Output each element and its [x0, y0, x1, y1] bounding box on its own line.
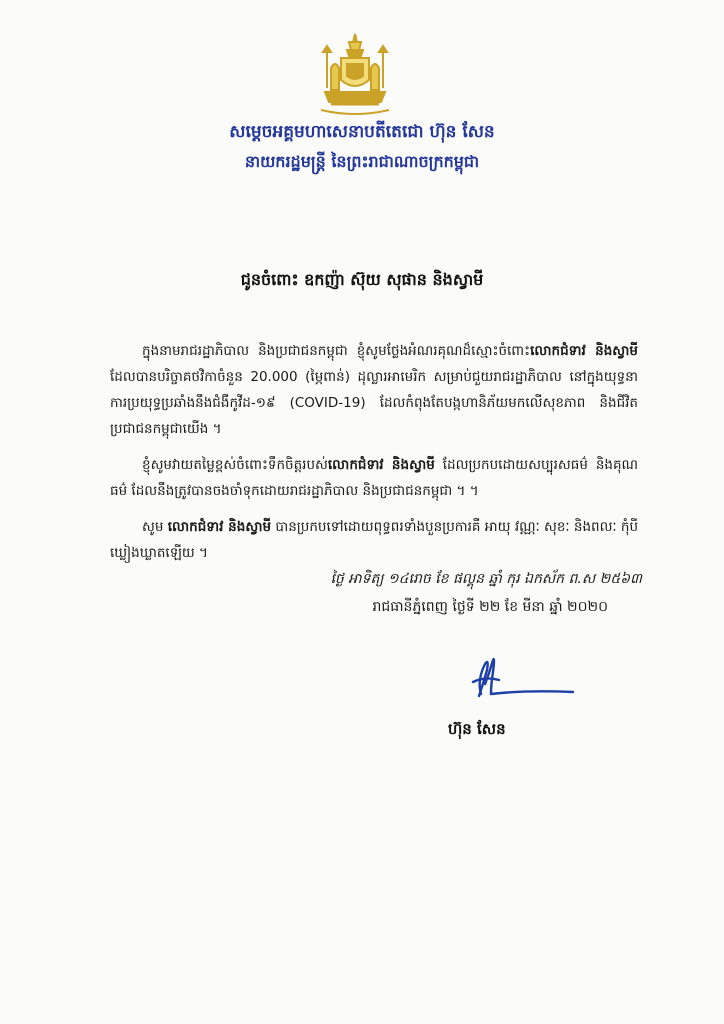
handwritten-signature — [455, 650, 585, 710]
lunar-date: ថ្ងៃ អាទិត្យ ១៤រោច ខែ ផល្គុន ឆ្នាំ កុរ ឯកស័ក ព.ស ២៥៦៣ — [330, 571, 642, 587]
solar-date: រាជធានីភ្នំពេញ ថ្ងៃទី ២២ ខែ មីនា ឆ្នាំ ២០២០ — [372, 599, 608, 615]
paragraph-1: ក្នុងនាមរាជរដ្ឋាភិបាល និងប្រជាជនកម្ពុជា ខ្ញុំសូមថ្លែងអំណរគុណដ៏ស្មោះចំពោះលោកជំទាវ និងស្វាមី ដែលបានបរិច្ចាគថវិកាចំនួន 20.000 (ម្ភៃពាន់) ដុល្លារអាមេរិក សម្រាប់ជួយរាជរដ្ឋាភិបាល នៅក្នុងយុទ្ធនាការប្រយុទ្ធប្រឆាំងនឹងជំងឺកូវីដ-១៩ (COVID-19) ដែលកំពុងតែបង្កហានិភ័យមកលើសុខភាព និងជីវិតប្រជាជនកម្ពុជាយើង ។ — [110, 343, 638, 437]
paragraph-2: ខ្ញុំសូមវាយតម្លៃខ្ពស់ចំពោះទឹកចិត្តរបស់លោកជំទាវ និងស្វាមី ដែលប្រកបដោយសប្បុរសធម៌ និងគុណធម៌ ដែលនឹងត្រូវបានចងចាំទុកដោយរាជរដ្ឋាភិបាល និងប្រជាជនកម្ពុជា ។ ។ — [110, 457, 639, 499]
recipient-line: ជូនចំពោះ ឧកញ៉ា ស៊ុយ សុផាន និងស្វាមី — [240, 270, 484, 289]
sender-title: នាយករដ្ឋមន្ត្រី នៃព្រះរាជាណាចក្រកម្ពុជា — [244, 152, 480, 171]
royal-coat-of-arms-icon — [317, 32, 393, 116]
sender-name: សម្តេចអគ្គមហាសេនាបតីតេជោ ហ៊ុន សែន — [229, 122, 495, 142]
paragraph-3: សូម លោកជំទាវ និងស្វាមី បានប្រកបទៅដោយពុទ្ធពរទាំងបួនប្រការគឺ អាយុ វណ្ណៈ សុខៈ និងពលៈ កុំបីឃ្លៀងឃ្លាតឡើយ ។ — [110, 519, 639, 561]
signer-name: ហ៊ុន សែន — [448, 720, 506, 738]
letter-body — [110, 338, 638, 576]
